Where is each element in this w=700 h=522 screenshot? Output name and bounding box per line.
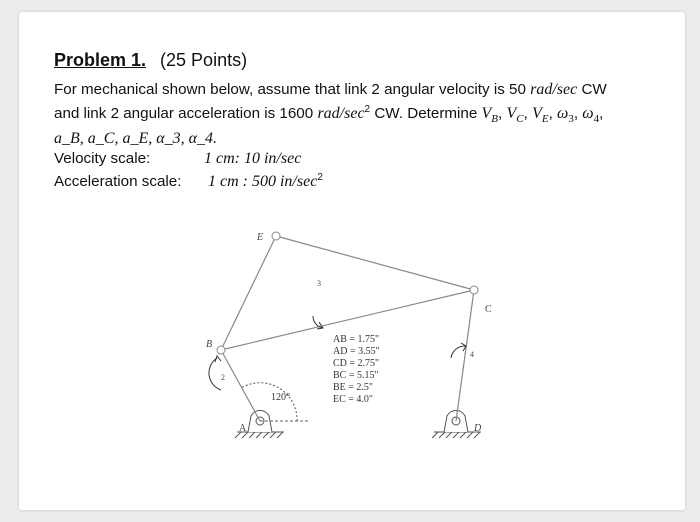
- label-link-2: 2: [221, 373, 225, 382]
- dimension-ad: AD = 3.55": [333, 346, 380, 357]
- link-ec: [276, 236, 474, 290]
- label-link-3: 3: [317, 279, 321, 288]
- joint-b: [217, 346, 225, 354]
- dimension-be: BE = 2.5": [333, 382, 373, 393]
- var-vc: V: [506, 105, 517, 123]
- statement-text-3: and link 2 angular acceleration is 1600: [54, 105, 318, 123]
- mechanism-diagram: [19, 12, 685, 510]
- velocity-scale-value: 1 cm: 10 in/sec: [204, 150, 302, 168]
- var-vc-sub: C: [516, 113, 524, 126]
- label-c: C: [485, 304, 492, 315]
- var-ve: V: [532, 105, 542, 123]
- velocity-scale-label: Velocity scale:: [54, 150, 151, 168]
- dimension-cd: CD = 2.75": [333, 358, 380, 369]
- label-d: D: [474, 423, 482, 434]
- dimension-ec: EC = 4.0": [333, 394, 373, 405]
- var-ve-sub: E: [541, 113, 549, 126]
- link-be: [221, 236, 276, 350]
- dimension-bc: BC = 5.15": [333, 370, 379, 381]
- var-vb-sub: B: [491, 113, 499, 126]
- unit-sup: 2: [364, 104, 371, 115]
- var-omega4-sub: 4: [593, 113, 600, 126]
- sep-2: ,: [523, 105, 533, 123]
- label-e: E: [257, 232, 264, 243]
- acceleration-scale-value: 1 cm : 500 in/sec: [208, 173, 318, 191]
- sep-3: ,: [548, 105, 558, 123]
- statement-accelerations: a_B, a_C, a_E, α_3, α_4.: [54, 130, 218, 148]
- statement-text-2: CW: [577, 81, 607, 98]
- link-2: [221, 350, 260, 421]
- var-omega4: ω: [582, 105, 594, 123]
- omega2-arrowhead-icon: [215, 356, 221, 362]
- problem-points: (25 Points): [160, 50, 248, 70]
- statement-text-4: CW. Determine: [370, 105, 482, 123]
- omega2-arrow: [209, 358, 221, 390]
- var-omega3-sub: 3: [568, 113, 574, 126]
- angle-label: 120°: [271, 392, 290, 403]
- acceleration-scale-label: Acceleration scale:: [54, 173, 182, 191]
- problem-number: Problem 1.: [54, 50, 147, 70]
- dimension-list: [333, 334, 380, 405]
- sep-1: ,: [498, 105, 507, 123]
- var-omega3: ω: [557, 105, 569, 123]
- joint-c: [470, 286, 478, 294]
- sep-5: ,: [599, 105, 604, 123]
- omega4-arrow: [451, 346, 466, 358]
- label-a: A: [239, 423, 247, 434]
- document-page: [19, 12, 685, 510]
- var-vb: V: [481, 105, 492, 123]
- unit-rad-sec2: rad/sec: [317, 105, 365, 123]
- acceleration-scale-sup: 2: [317, 172, 323, 184]
- dimension-ab: AB = 1.75": [333, 334, 380, 345]
- statement-text-1: For mechanical shown below, assume that link 2 angular velocity is 50: [54, 81, 531, 98]
- label-link-4: 4: [470, 350, 474, 359]
- unit-rad-sec: rad/sec: [530, 81, 578, 98]
- joint-e: [272, 232, 280, 240]
- sep-4: ,: [573, 105, 583, 123]
- label-b: B: [206, 339, 213, 350]
